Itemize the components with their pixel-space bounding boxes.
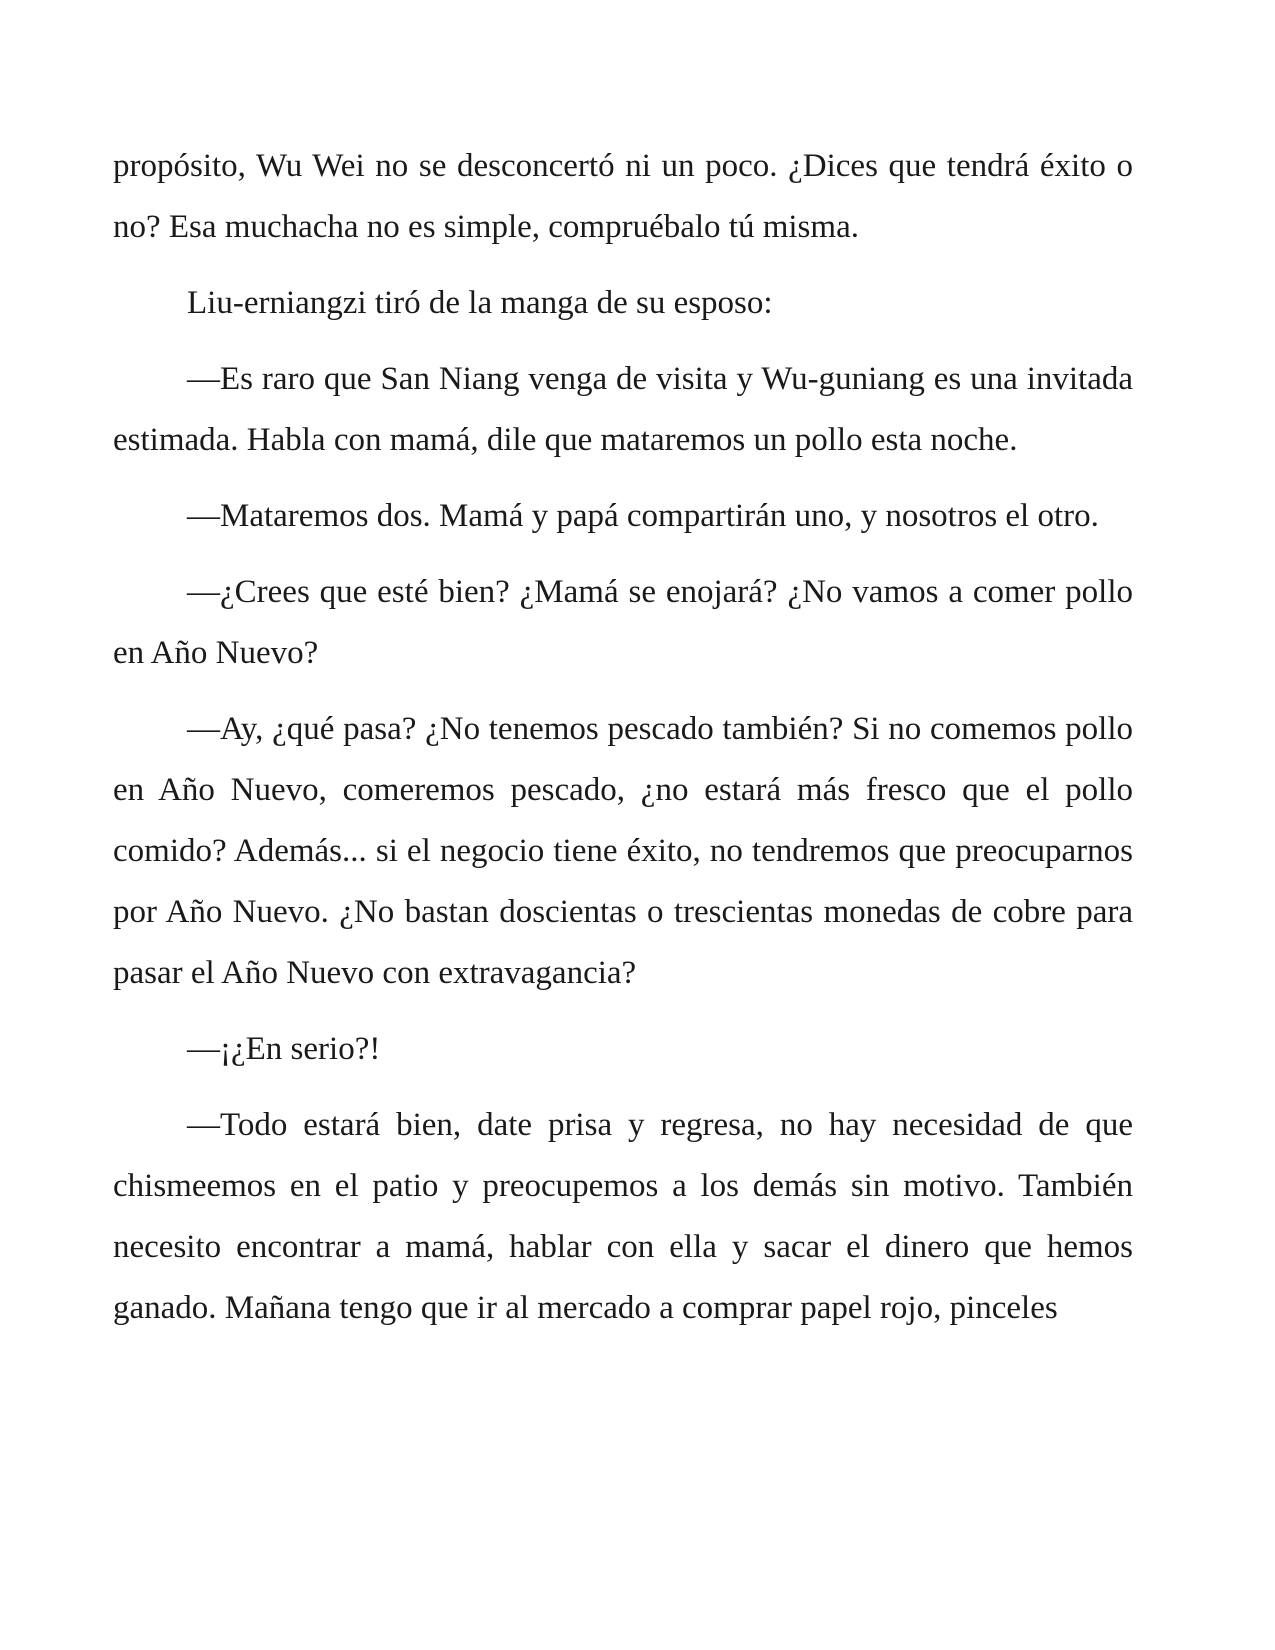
- paragraph: —¿Crees que esté bien? ¿Mamá se enojará? ¿No vamos a comer pollo en Año Nuevo?: [113, 574, 1133, 671]
- paragraph: —Ay, ¿qué pasa? ¿No tenemos pescado también? Si no comemos pollo en Año Nuevo, comeremos pescado, ¿no estará más fresco que el pollo comido? Además... si el negocio tiene éxito, no tendremos que preocuparnos por Año Nuevo. ¿No bastan doscientas o trescientas monedas de cobre para pasar el Año Nuevo con extravagancia?: [113, 711, 1133, 991]
- paragraph: —¡¿En serio?!: [187, 1031, 381, 1067]
- paragraph: —Es raro que San Niang venga de visita y Wu-guniang es una invitada estimada. Habla con mamá, dile que mataremos un pollo esta noche.: [113, 361, 1133, 458]
- paragraph: Liu-erniangzi tiró de la manga de su esposo:: [187, 285, 773, 321]
- paragraph: propósito, Wu Wei no se desconcertó ni un poco. ¿Dices que tendrá éxito o no? Esa muchacha no es simple, compruébalo tú misma.: [113, 148, 1133, 245]
- paragraph: —Todo estará bien, date prisa y regresa, no hay necesidad de que chismeemos en el patio y preocupemos a los demás sin motivo. También necesito encontrar a mamá, hablar con ella y sacar el dinero que hemos ganado. Mañana tengo que ir al mercado a comprar papel rojo, pinceles: [113, 1107, 1133, 1326]
- document-page: [113, 136, 1133, 1354]
- paragraph: —Mataremos dos. Mamá y papá compartirán uno, y nosotros el otro.: [187, 498, 1099, 534]
